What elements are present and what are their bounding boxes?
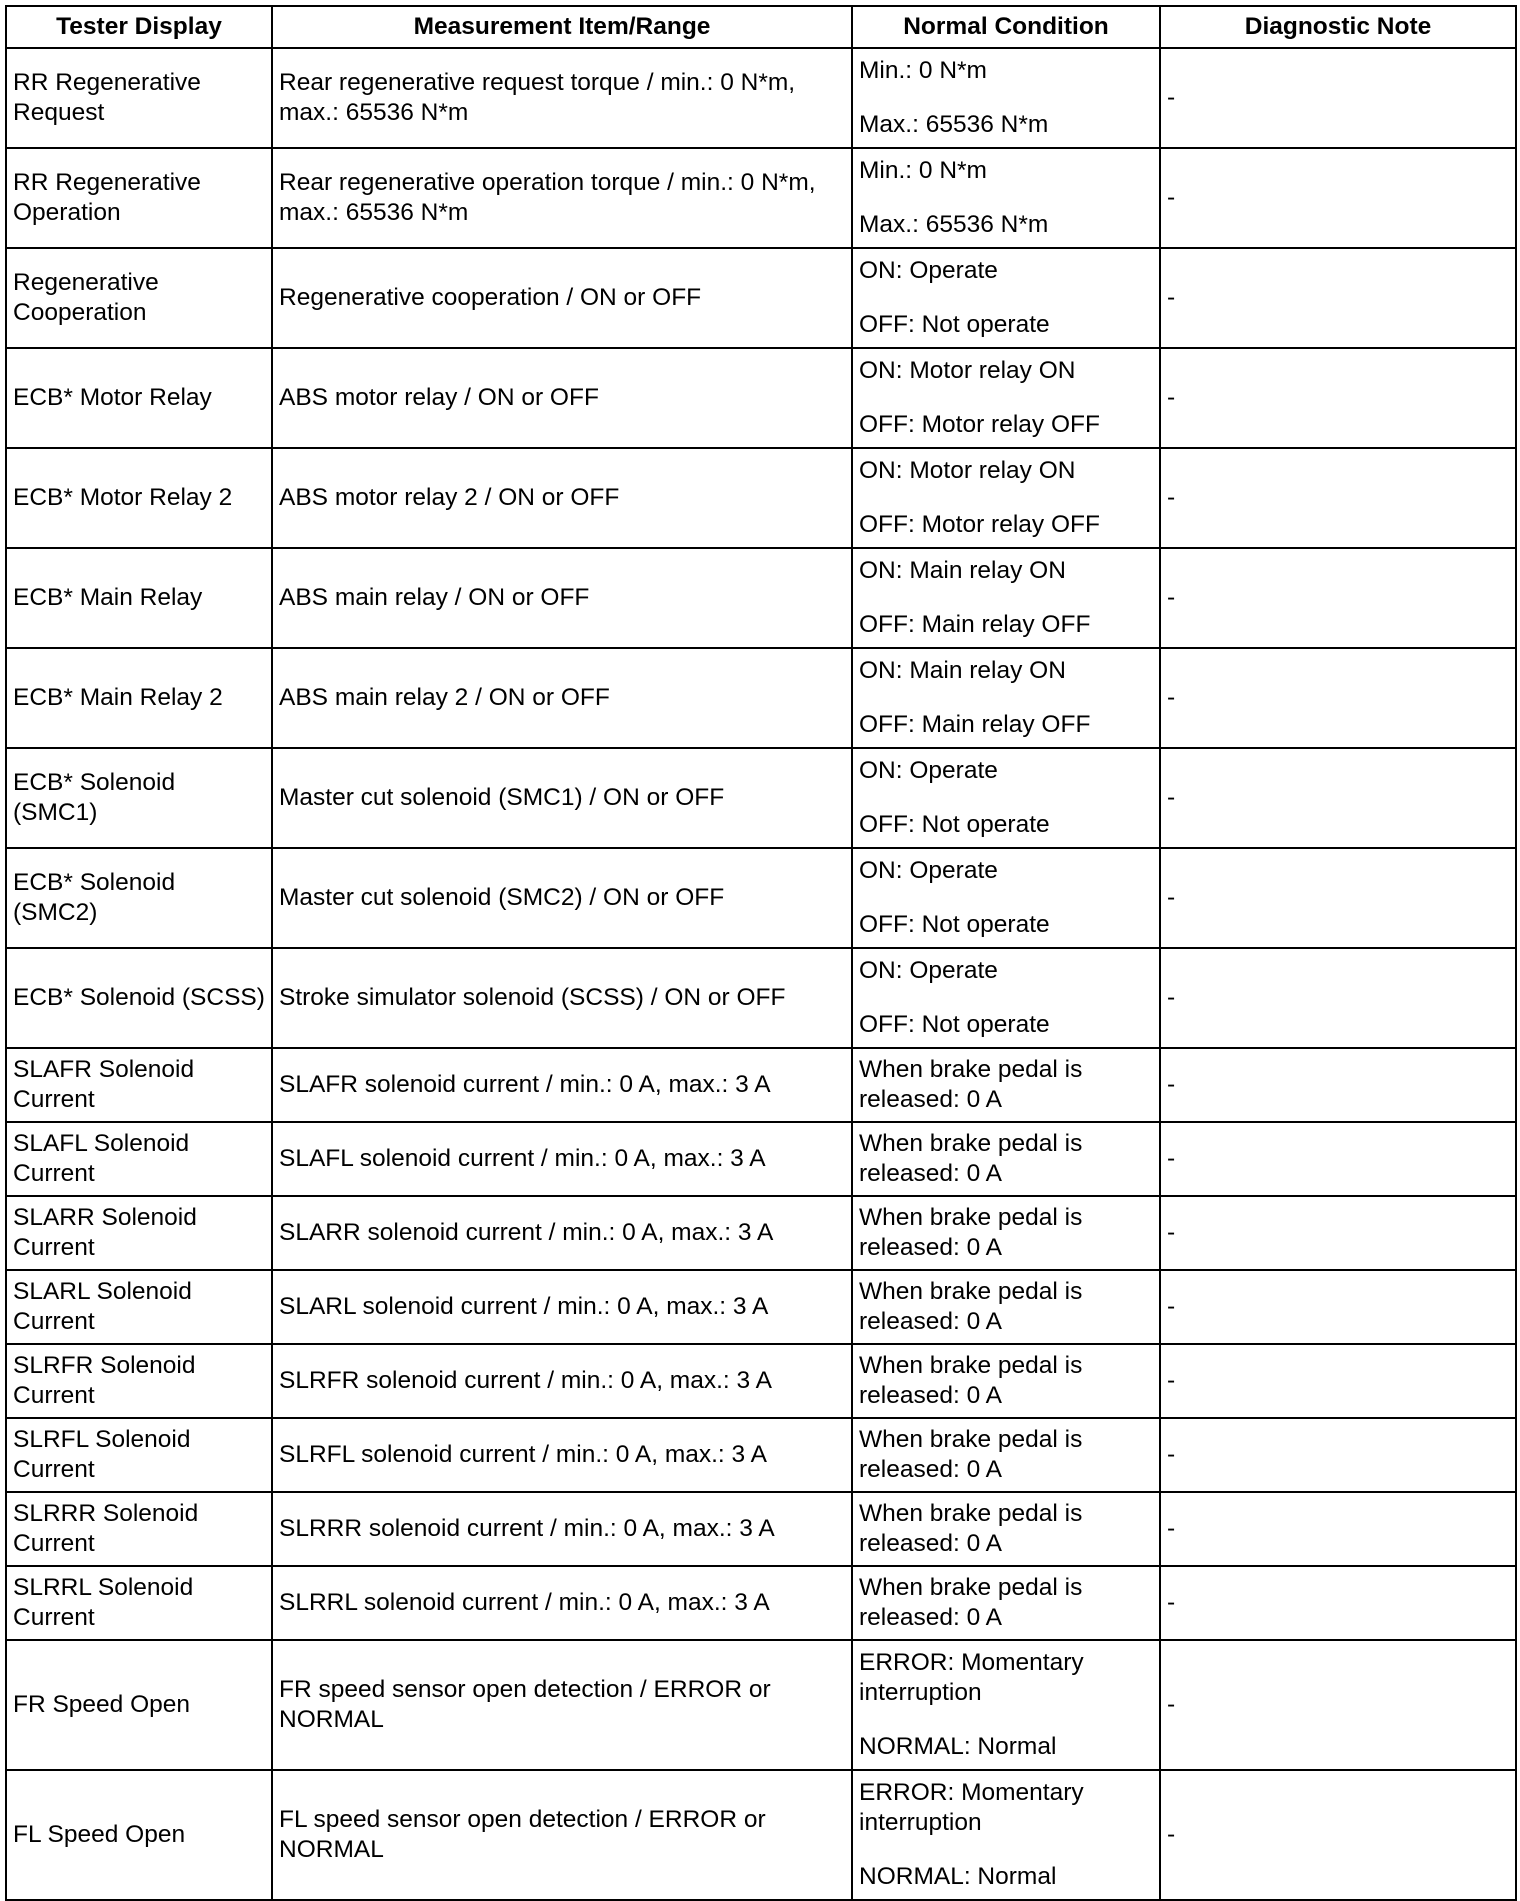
normal-condition-cell [852,1344,1160,1418]
table-row [6,648,1516,748]
tester-display-cell: FR Speed Open [6,1640,272,1770]
condition-line: Max.: 65536 N*m [859,211,1049,238]
condition-line: OFF: Main relay OFF [859,611,1091,638]
measurement-item-cell: SLARR solenoid current / min.: 0 A, max.: 3 A [272,1196,852,1270]
tester-display-cell: FL Speed Open [6,1770,272,1900]
diagnostic-note-cell: - [1160,448,1516,548]
tester-display-cell: ECB* Motor Relay 2 [6,448,272,548]
tester-display-cell: SLRFL Solenoid Current [6,1418,272,1492]
measurement-item-cell: SLRRL solenoid current / min.: 0 A, max.: 3 A [272,1566,852,1640]
condition-line: ON: Main relay ON [859,657,1066,684]
diagnostic-note-cell: - [1160,148,1516,248]
tester-display-cell: ECB* Solenoid (SMC2) [6,848,272,948]
condition-spacer [859,286,1153,310]
tester-display-cell: SLAFL Solenoid Current [6,1122,272,1196]
measurement-item-cell: ABS main relay / ON or OFF [272,548,852,648]
diagnostic-note-cell: - [1160,548,1516,648]
condition-line: When brake pedal is released: 0 A [859,1352,1083,1409]
measurement-item-cell: SLAFL solenoid current / min.: 0 A, max.: 3 A [272,1122,852,1196]
normal-condition-cell [852,1196,1160,1270]
tester-display-cell: ECB* Main Relay 2 [6,648,272,748]
normal-condition-cell [852,348,1160,448]
tester-display-cell: SLARR Solenoid Current [6,1196,272,1270]
tester-display-cell: Regenerative Cooperation [6,248,272,348]
diagnostic-note-cell: - [1160,1566,1516,1640]
condition-spacer [859,686,1153,710]
table-body [6,48,1516,1900]
diagnostic-note-cell: - [1160,1770,1516,1900]
measurement-item-cell: FR speed sensor open detection / ERROR or NORMAL [272,1640,852,1770]
normal-condition-cell [852,1640,1160,1770]
condition-spacer [859,1838,1153,1862]
table-row [6,148,1516,248]
normal-condition-cell [852,148,1160,248]
condition-line: ON: Motor relay ON [859,457,1076,484]
condition-line: When brake pedal is released: 0 A [859,1204,1083,1261]
table-row [6,1770,1516,1900]
condition-line: ON: Operate [859,257,998,284]
condition-line: ERROR: Momentary interruption [859,1649,1084,1706]
condition-spacer [859,786,1153,810]
header-row [6,6,1516,48]
condition-line: OFF: Motor relay OFF [859,411,1100,438]
diagnostic-note-cell: - [1160,48,1516,148]
condition-spacer [859,386,1153,410]
tester-display-cell: ECB* Solenoid (SMC1) [6,748,272,848]
table-row [6,348,1516,448]
normal-condition-cell [852,448,1160,548]
header-tester-display: Tester Display [6,6,272,48]
measurement-item-cell: Stroke simulator solenoid (SCSS) / ON or OFF [272,948,852,1048]
table-row [6,1122,1516,1196]
condition-spacer [859,1708,1153,1732]
measurement-item-cell: ABS main relay 2 / ON or OFF [272,648,852,748]
condition-line: OFF: Main relay OFF [859,711,1091,738]
diagnostic-note-cell: - [1160,1270,1516,1344]
condition-line: When brake pedal is released: 0 A [859,1574,1083,1631]
normal-condition-cell [852,548,1160,648]
condition-line: OFF: Not operate [859,311,1050,338]
header-measurement-item: Measurement Item/Range [272,6,852,48]
tester-display-cell: ECB* Motor Relay [6,348,272,448]
table-row [6,848,1516,948]
data-list-sheet [5,5,1515,1890]
condition-spacer [859,986,1153,1010]
normal-condition-cell [852,1566,1160,1640]
measurement-item-cell: SLRFL solenoid current / min.: 0 A, max.: 3 A [272,1418,852,1492]
diagnostic-note-cell: - [1160,1418,1516,1492]
diagnostic-note-cell: - [1160,348,1516,448]
normal-condition-cell [852,1048,1160,1122]
normal-condition-cell [852,648,1160,748]
normal-condition-cell [852,748,1160,848]
table-row [6,1270,1516,1344]
normal-condition-cell [852,1770,1160,1900]
measurement-item-cell: ABS motor relay 2 / ON or OFF [272,448,852,548]
diagnostic-note-cell: - [1160,248,1516,348]
diagnostic-note-cell: - [1160,948,1516,1048]
measurement-item-cell: SLARL solenoid current / min.: 0 A, max.: 3 A [272,1270,852,1344]
condition-line: When brake pedal is released: 0 A [859,1056,1083,1113]
measurement-item-cell: Rear regenerative request torque / min.: 0 N*m, max.: 65536 N*m [272,48,852,148]
table-row [6,1048,1516,1122]
condition-line: OFF: Not operate [859,911,1050,938]
diagnostic-note-cell: - [1160,1492,1516,1566]
condition-spacer [859,86,1153,110]
measurement-item-cell: ABS motor relay / ON or OFF [272,348,852,448]
tester-display-cell: SLRRL Solenoid Current [6,1566,272,1640]
condition-line: NORMAL: Normal [859,1863,1057,1890]
header-normal-condition: Normal Condition [852,6,1160,48]
table-row [6,1196,1516,1270]
condition-line: OFF: Motor relay OFF [859,511,1100,538]
tester-display-cell: SLARL Solenoid Current [6,1270,272,1344]
tester-display-cell: ECB* Solenoid (SCSS) [6,948,272,1048]
measurement-item-cell: SLAFR solenoid current / min.: 0 A, max.: 3 A [272,1048,852,1122]
data-list-table [5,5,1517,1901]
diagnostic-note-cell: - [1160,1344,1516,1418]
measurement-item-cell: Master cut solenoid (SMC1) / ON or OFF [272,748,852,848]
table-row [6,1344,1516,1418]
measurement-item-cell: Regenerative cooperation / ON or OFF [272,248,852,348]
diagnostic-note-cell: - [1160,648,1516,748]
header-diagnostic-note: Diagnostic Note [1160,6,1516,48]
condition-line: NORMAL: Normal [859,1733,1057,1760]
tester-display-cell: RR Regenerative Operation [6,148,272,248]
table-row [6,448,1516,548]
condition-spacer [859,186,1153,210]
measurement-item-cell: FL speed sensor open detection / ERROR or NORMAL [272,1770,852,1900]
condition-line: Max.: 65536 N*m [859,111,1049,138]
table-row [6,1566,1516,1640]
normal-condition-cell [852,848,1160,948]
condition-line: ON: Operate [859,957,998,984]
table-row [6,748,1516,848]
diagnostic-note-cell: - [1160,1122,1516,1196]
measurement-item-cell: SLRRR solenoid current / min.: 0 A, max.: 3 A [272,1492,852,1566]
condition-line: OFF: Not operate [859,811,1050,838]
diagnostic-note-cell: - [1160,1048,1516,1122]
condition-line: ON: Main relay ON [859,557,1066,584]
tester-display-cell: SLAFR Solenoid Current [6,1048,272,1122]
normal-condition-cell [852,948,1160,1048]
normal-condition-cell [852,1122,1160,1196]
condition-line: Min.: 0 N*m [859,157,987,184]
table-row [6,948,1516,1048]
normal-condition-cell [852,48,1160,148]
diagnostic-note-cell: - [1160,848,1516,948]
tester-display-cell: SLRFR Solenoid Current [6,1344,272,1418]
tester-display-cell: RR Regenerative Request [6,48,272,148]
normal-condition-cell [852,1492,1160,1566]
table-row [6,248,1516,348]
measurement-item-cell: SLRFR solenoid current / min.: 0 A, max.: 3 A [272,1344,852,1418]
table-row [6,548,1516,648]
measurement-item-cell: Master cut solenoid (SMC2) / ON or OFF [272,848,852,948]
tester-display-cell: SLRRR Solenoid Current [6,1492,272,1566]
condition-line: ON: Motor relay ON [859,357,1076,384]
condition-line: When brake pedal is released: 0 A [859,1130,1083,1187]
normal-condition-cell [852,1418,1160,1492]
condition-line: ON: Operate [859,857,998,884]
diagnostic-note-cell: - [1160,1196,1516,1270]
table-row [6,1418,1516,1492]
normal-condition-cell [852,1270,1160,1344]
condition-spacer [859,886,1153,910]
diagnostic-note-cell: - [1160,748,1516,848]
condition-line: Min.: 0 N*m [859,57,987,84]
condition-line: When brake pedal is released: 0 A [859,1278,1083,1335]
condition-line: OFF: Not operate [859,1011,1050,1038]
condition-spacer [859,486,1153,510]
condition-line: When brake pedal is released: 0 A [859,1500,1083,1557]
table-row [6,1492,1516,1566]
measurement-item-cell: Rear regenerative operation torque / min.: 0 N*m, max.: 65536 N*m [272,148,852,248]
condition-line: When brake pedal is released: 0 A [859,1426,1083,1483]
condition-line: ERROR: Momentary interruption [859,1779,1084,1836]
condition-line: ON: Operate [859,757,998,784]
table-row [6,1640,1516,1770]
condition-spacer [859,586,1153,610]
table-row [6,48,1516,148]
normal-condition-cell [852,248,1160,348]
diagnostic-note-cell: - [1160,1640,1516,1770]
tester-display-cell: ECB* Main Relay [6,548,272,648]
